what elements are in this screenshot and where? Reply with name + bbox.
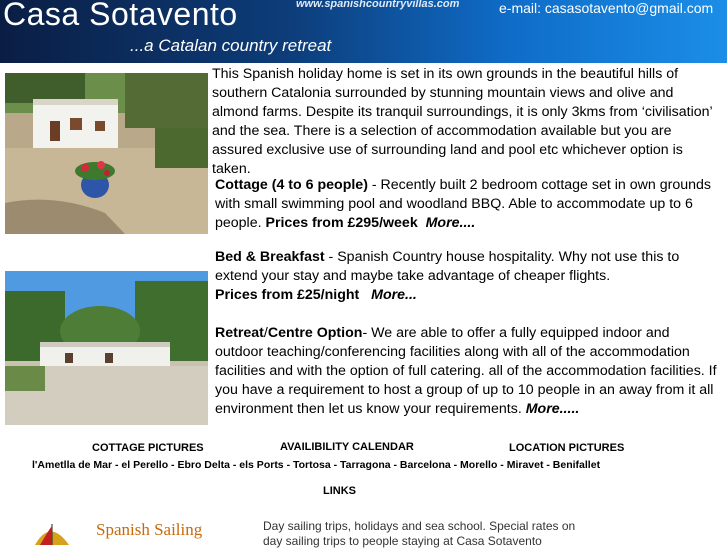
- site-header: [0, 0, 727, 63]
- cottage-price: Prices from £295/week: [265, 215, 418, 231]
- links-heading: LINKS: [323, 485, 356, 497]
- retreat-heading-slash: /: [263, 325, 268, 341]
- retreat-section: [215, 324, 720, 419]
- spanish-sailing-link[interactable]: Spanish Sailing: [96, 520, 203, 539]
- cottage-section: [215, 176, 720, 233]
- site-url[interactable]: www.spanishcountryvillas.com: [296, 0, 460, 10]
- places-links[interactable]: l'Ametlla de Mar - el Perello - Ebro Delta - els Ports - Tortosa - Tarragona - Barcelona - Morello - Miravet - Benifallet: [32, 459, 601, 471]
- email-link[interactable]: e-mail: casasotavento@gmail.com: [499, 0, 714, 16]
- sailing-logo[interactable]: [32, 522, 72, 545]
- retreat-more-link[interactable]: More.....: [525, 401, 580, 417]
- cottage-text: - Recently built 2 bedroom cottage set in own grounds with small swimming pool and woodland BBQ. Able to accommodate up to 6 people.: [215, 177, 711, 231]
- intro-text: This Spanish holiday home is set in its own grounds in the beautiful hills of southern Catalonia surrounded by stunning mountain views and olive and almond farms. Despite its tranquil surroundings, it is only 3kms from ‘civilisation’ and the sea. There is a selection of accommodation available but you are assured exclusive use of surrounding land and pool etc whichever option is taken.: [212, 66, 713, 177]
- bnb-price: Prices from £25/night: [215, 287, 360, 303]
- location-pictures-link[interactable]: LOCATION PICTURES: [509, 442, 625, 454]
- retreat-heading-option: Centre Option: [267, 325, 363, 341]
- bnb-heading: Bed & Breakfast: [215, 249, 325, 265]
- cottage-more-link[interactable]: More....: [425, 215, 476, 231]
- availability-calendar-link[interactable]: AVAILIBILITY CALENDAR: [280, 441, 414, 453]
- cottage-heading: Cottage (4 to 6 people): [215, 177, 368, 193]
- bnb-more-link[interactable]: More...: [371, 287, 417, 303]
- sailing-description: Day sailing trips, holidays and sea school. Special rates on day sailing trips to people staying at Casa Sotavento: [263, 519, 576, 548]
- bnb-text: - Spanish Country house hospitality. Why not use this to extend your stay and maybe take advantage of cheaper flights.: [215, 249, 680, 284]
- site-tagline: ...a Catalan country retreat: [130, 36, 332, 55]
- retreat-text: - We are able to offer a fully equipped indoor and outdoor teaching/conferencing facilities along with all of the accommodation facilities and with the option of full catering. all of the accommodation facilities. If you have a requirement to host a group of up to 10 people in an away from it all environment then let us know your requirements.: [215, 325, 717, 417]
- bnb-section: [215, 248, 720, 305]
- cottage-pictures-link[interactable]: COTTAGE PICTURES: [92, 442, 204, 454]
- site-title: Casa Sotavento: [3, 0, 238, 32]
- house-photo: [5, 271, 208, 425]
- retreat-heading: Retreat: [215, 325, 264, 341]
- cottage-photo: [5, 73, 208, 234]
